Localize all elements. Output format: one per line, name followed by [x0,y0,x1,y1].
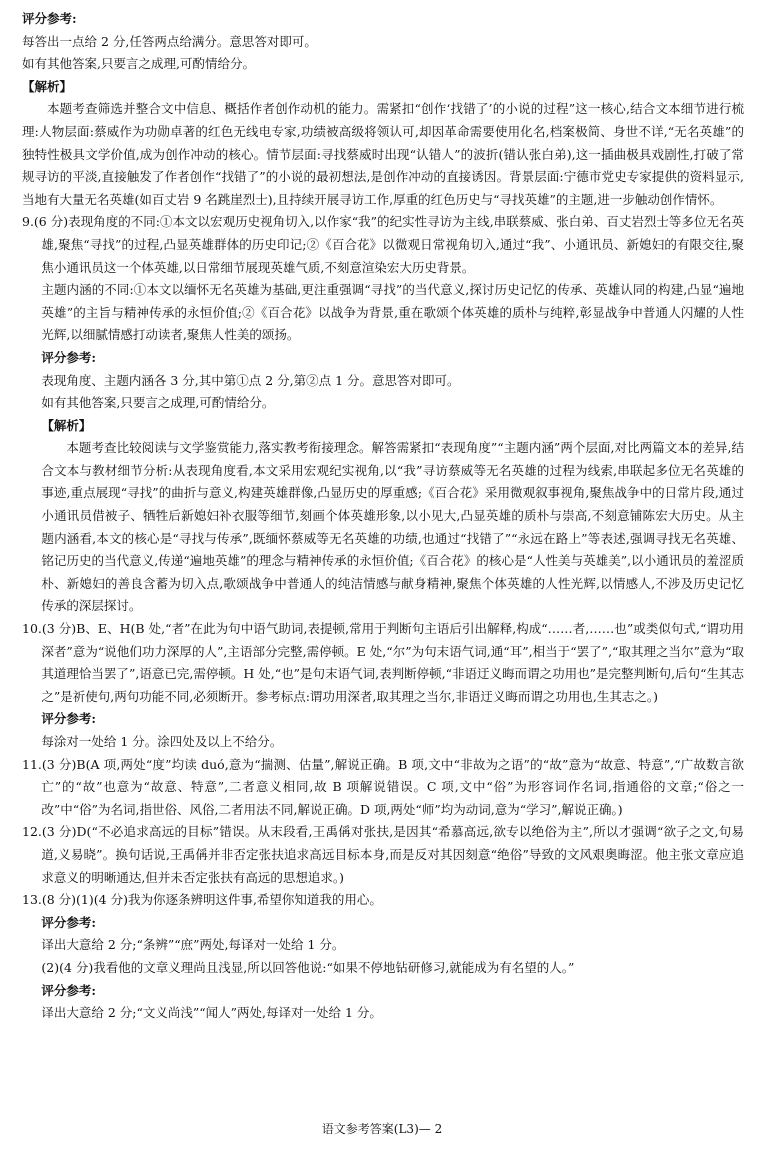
answer-paragraph: 11.(3 分)B(A 项,两处“度”均读 duó,意为“揣测、估量”,解说正确。B 项,文中“非故为之语”的“故”意为“故意、特意”,“广故数言欲亡”的“故”也意为“故意、特意”,二者意义相同,故 B 项解说错误。C 项,文中“俗”为形容词作名词,指通俗的文章;“俗之一改”中“俗”为名词,指世俗、风俗,二者用法不同,解说正确。D 项,两处“师”均为动词,意为“学习”,解说正确。) [22,756,744,817]
page-footer: 语文参考答案(L3)— 2 [321,1122,443,1136]
answer-paragraph: 12.(3 分)D(“不必追求高远的目标”错误。从末段看,王禹偁对张扶,是因其“希慕高远,欲专以绝俗为主”,所以才强调“欲子之文,句易道,义易晓”。换句话说,王禹偁并非否定张扶追求高远目标本身,而是反对其因刻意“绝俗”导致的文风艰奥晦涩。他主张文章应追求意义的明晰通达,但并未否定张扶有高远的思想追求。) [22,824,744,885]
answer-paragraph: 本题考查比较阅读与文学鉴赏能力,落实教考衔接理念。解答需紧扣“表现角度”“主题内涵”两个层面,对比两篇文本的差异,结合文本与教材细节分析:从表现角度看,本文采用宏观纪实视角,以“我”寻访蔡威等无名英雄的过程为线索,串联起多位无名英雄的事迹,重点展现“寻找”的曲折与意义,构建英雄群像,凸显历史的厚重感;《百合花》采用微观叙事视角,聚焦战争中的日常片段,通过小通讯员借被子、牺牲后新媳妇补衣服等细节,刻画个体英雄形象,以小见大,凸显英雄的质朴与崇高,不刻意铺陈宏大历史。从主题内涵看,本文的核心是“寻找与传承”,既缅怀蔡威等无名英雄的功绩,也通过“找错了”“永远在路上”等表述,强调寻找无名英雄、铭记历史的当代意义,传递“遍地英雄”的理念与精神传承的永恒价值;《百合花》的核心是“人性美与英雄美”,以小通讯员的羞涩质朴、新媳妇的善良含蓄为切入点,歌颂战争中普通人的纯洁情感与献身精神,聚焦个体英雄的人性光辉,以情感人,不涉及历史记忆传承的深层探讨。 [41,440,744,614]
answer-paragraph: 译出大意给 2 分;“条辨”“庶”两处,每译对一处给 1 分。 [41,937,345,953]
section-heading: 评分参考: [22,11,77,26]
section-heading: 【解析】 [41,417,92,433]
answer-paragraph: 9.(6 分)表现角度的不同:①本文以宏观历史视角切入,以作家“我”的纪实性寻访为主线,串联蔡威、张白弟、百丈岩烈士等多位无名英雄,聚焦“寻找”的过程,凸显英雄群体的历史印记;②《百合花》以微观日常视角切入,通过“我”、小通讯员、新媳妇的有限交往,聚焦小通讯员这一个体英雄,以日常细节展现英雄气质,不刻意渲染宏大历史背景。 [22,214,744,275]
section-heading: 【解析】 [22,78,73,94]
answer-content [22,8,744,1025]
answer-paragraph: 每答出一点给 2 分,任答两点给满分。意思答对即可。 [22,33,317,49]
answer-paragraph: 13.(8 分)(1)(4 分)我为你逐条辨明这件事,希望你知道我的用心。 [22,892,382,908]
answer-paragraph: 主题内涵的不同:①本文以缅怀无名英雄为基础,更注重强调“寻找”的当代意义,探讨历史记忆的传承、英雄认同的构建,凸显“遍地英雄”的主旨与精神传承的永恒价值;②《百合花》以战争为背景,重在歌颂个体英雄的质朴与纯粹,彰显战争中普通人闪耀的人性光辉,以细腻情感打动读者,聚焦人性美的颂扬。 [41,282,744,343]
answer-paragraph: 译出大意给 2 分;“文义尚浅”“闻人”两处,每译对一处给 1 分。 [41,1005,382,1021]
answer-paragraph: 每涂对一处给 1 分。涂四处及以上不给分。 [41,734,283,749]
section-heading: 评分参考: [41,349,96,365]
section-heading: 评分参考: [41,982,96,998]
answer-paragraph: 如有其他答案,只要言之成理,可酌情给分。 [41,395,275,411]
answer-paragraph: 如有其他答案,只要言之成理,可酌情给分。 [22,56,255,72]
section-heading: 评分参考: [41,711,96,727]
answer-paragraph: (2)(4 分)我看他的文章义理尚且浅显,所以回答他说:“如果不停地钻研修习,就能成为有名望的人。” [41,959,575,975]
answer-paragraph: 本题考查筛选并整合文中信息、概括作者创作动机的能力。需紧扣“创作‘找错了’的小说的过程”这一核心,结合文本细节进行梳理:人物层面:蔡威作为功勋卓著的红色无线电专家,功绩被高级将领认可,却因革命需要使用化名,档案极简、身世不详,“无名英雄”的独特性极具文学价值,成为创作冲动的核心。情节层面:寻找蔡威时出现“认错人”的波折(错认张白弟),这一插曲极具戏剧性,打破了常规寻访的平淡,直接触发了作者创作“找错了”的小说的最初想法,是创作冲动的直接诱因。背景层面:宁德市党史专家提供的资料显示,当地有大量无名英雄(如百丈岩 9 名跳崖烈士),且持续开展寻访工作,厚重的红色历史与“寻找英雄”的主题,进一步触动创作情怀。 [22,101,744,207]
answer-paragraph: 10.(3 分)B、E、H(B 处,“者”在此为句中语气助词,表提顿,常用于判断句主语后引出解释,构成“……者,……也”或类似句式,“谓功用深者”意为“说他们功力深厚的人”,主语部分完整,需停顿。E 处,“尔”为句末语气词,通“耳”,相当于“罢了”,“取其理之当尔”意为“取其道理恰当罢了”,语意已完,需停顿。H 处,“也”是句末语气词,表判断停顿,“非语迂义晦而谓之功用也”是完整判断句,后句“生其志之”是祈使句,两句功能不同,必须断开。参考标点:谓功用深者,取其理之当尔,非语迂义晦而谓之功用也,生其志之。) [22,621,744,704]
section-heading: 评分参考: [41,914,96,930]
answer-paragraph: 表现角度、主题内涵各 3 分,其中第①点 2 分,第②点 1 分。意思答对即可。 [41,372,460,388]
